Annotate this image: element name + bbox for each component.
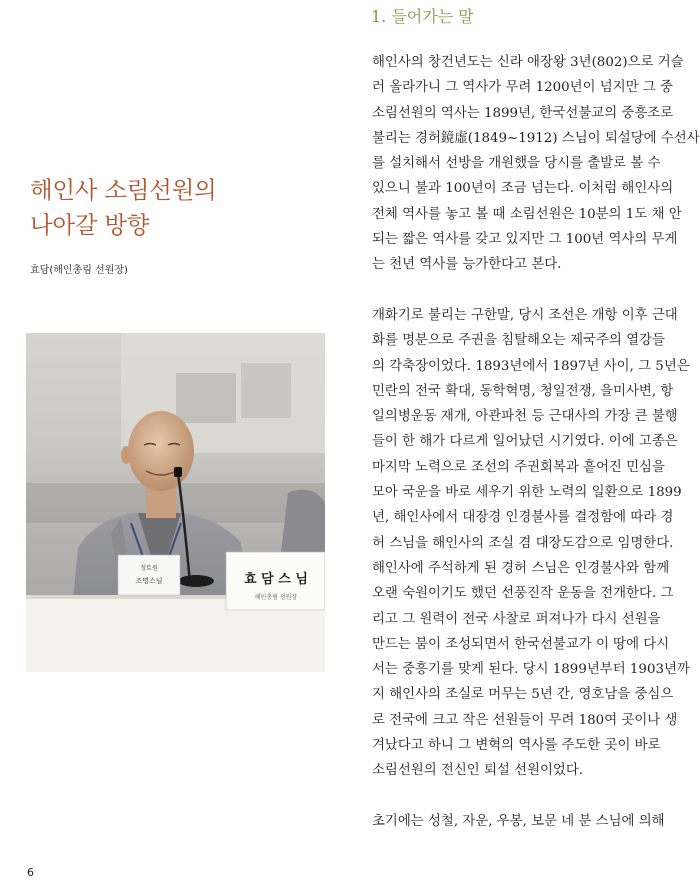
article-title-line-2: 나아갈 방향 [30, 211, 150, 239]
text-line: 리고 그 원력이 전국 사찰로 퍼져나가 다시 선원을 [372, 611, 661, 627]
paragraph [372, 50, 700, 278]
article-title [30, 173, 330, 243]
main-nameplate-name: 효 담 스 님 [244, 572, 308, 587]
text-line: 있으니 불과 100년이 조금 넘는다. 이처럼 해인사의 [372, 181, 674, 197]
text-line: 는 천년 역사를 능가한다고 본다. [372, 257, 562, 273]
text-line: 해인사의 창건년도는 신라 애장왕 3년(802)으로 거슬 [372, 55, 684, 70]
text-line: 소림선원의 전신인 퇴설 선원이었다. [372, 763, 584, 779]
text-line: 되는 짧은 역사를 갖고 있지만 그 100년 역사의 무게 [372, 232, 678, 248]
small-nameplate-line-1: 정토원 [140, 565, 158, 572]
text-line: 마지막 노력으로 조선의 주권회복과 흩어진 민심을 [372, 459, 665, 475]
small-nameplate [118, 555, 180, 595]
section-heading: 1. 들어가는 말 [371, 7, 474, 26]
text-line: 들이 한 해가 다르게 일어났던 시기였다. 이에 고종은 [372, 434, 678, 450]
main-nameplate-role: 해인총림 선원장 [254, 594, 298, 601]
text-line: 불리는 경허鏡虛(1849~1912) 스님이 퇴설당에 수선사 [372, 130, 700, 146]
text-line: 러 올라가니 그 역사가 무려 1200년이 넘지만 그 중 [372, 80, 673, 96]
text-line: 지 해인사의 조실로 머무는 5년 간, 영호남을 중심으 [372, 687, 674, 703]
text-line: 해인사에 주석하게 된 경허 스님은 인경불사와 함께 [372, 560, 670, 576]
text-line: 개화기로 불리는 구한말, 당시 조선은 개항 이후 근대 [372, 307, 678, 323]
text-line: 초기에는 성철, 자운, 우봉, 보문 네 분 스님에 의해 [372, 813, 665, 829]
main-nameplate [226, 552, 325, 610]
text-line: 서는 중흥기를 맞게 된다. 당시 1899년부터 1903년까 [372, 662, 690, 678]
paragraph-gap [372, 278, 672, 303]
text-line: 화를 명분으로 주권을 침탈해오는 제국주의 열강들 [372, 333, 665, 349]
text-line: 민란의 전국 확대, 동학혁명, 청일전쟁, 을미사변, 항 [372, 383, 674, 399]
paragraph [372, 303, 690, 784]
text-line: 소림선원의 역사는 1899년, 한국선불교의 중흥조로 [372, 105, 674, 121]
text-line: 의 각축장이었다. 1893년에서 1897년 사이, 그 5년은 [372, 358, 690, 374]
paragraph [372, 809, 672, 834]
article-title-line-1: 해인사 소림선원의 [30, 176, 217, 204]
text-line: 모아 국운을 바로 세우기 위한 노력의 일환으로 1899 [372, 485, 682, 501]
text-line: 허 스님을 해인사의 조실 겸 대장도감으로 임명한다. [372, 535, 674, 551]
paragraph-gap [372, 784, 672, 809]
text-line: 년, 해인사에서 대장경 인경불사를 결정함에 따라 경 [372, 510, 674, 526]
text-line: 오랜 숙원이기도 했던 선풍진작 운동을 전개한다. 그 [372, 586, 674, 602]
text-line: 일의병운동 재개, 아관파천 등 근대사의 가장 큰 불행 [372, 409, 678, 425]
page-number: 6 [27, 866, 34, 879]
text-line: 를 설치해서 선방을 개원했을 당시를 출발로 볼 수 [372, 156, 661, 172]
body-text [372, 50, 700, 834]
text-line: 겨났다고 하니 그 변혁의 역사를 주도한 곳이 바로 [372, 738, 661, 754]
speaker-photo [26, 333, 325, 672]
author-byline: 효담(해인총림 선원장) [30, 265, 128, 276]
text-line: 전체 역사를 놓고 볼 때 소림선원은 10분의 1도 채 안 [372, 206, 682, 222]
small-nameplate-line-2: 조명스님 [135, 577, 163, 585]
text-line: 로 전국에 크고 작은 선원들이 무려 180여 곳이나 생 [372, 712, 678, 728]
text-line: 만드는 붐이 조성되면서 한국선불교가 이 땅에 다시 [372, 636, 670, 652]
